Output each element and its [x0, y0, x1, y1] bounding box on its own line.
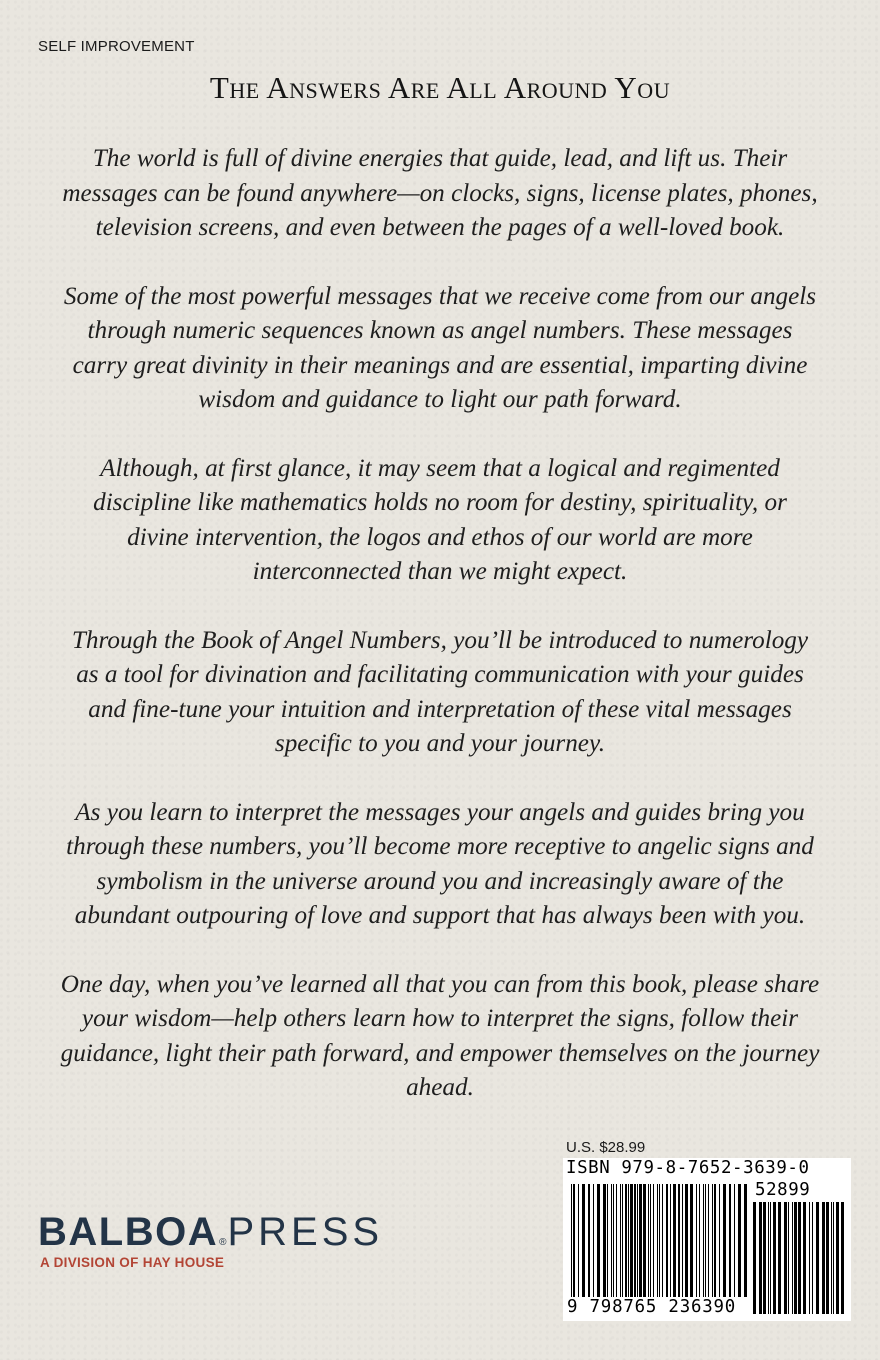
barcode-bar — [841, 1202, 844, 1314]
barcode-bar — [723, 1184, 726, 1310]
barcode-bar — [648, 1184, 649, 1310]
barcode-bar — [714, 1184, 716, 1310]
blurb-paragraph: Although, at first glance, it may seem that a logical and regimented discipline like mathematics holds no room for destiny, spirituality, or divine intervention, the logos and ethos of our world are more interconnected than we might expect. — [93, 454, 787, 585]
barcode-bar — [597, 1184, 600, 1310]
barcode-bar — [826, 1202, 829, 1314]
barcode-bar — [794, 1202, 797, 1314]
barcode-bar — [662, 1184, 663, 1310]
barcode-bar — [836, 1202, 839, 1314]
blurb — [60, 142, 820, 1140]
barcode-bar — [611, 1184, 612, 1310]
barcode-bar — [831, 1202, 832, 1314]
price-addon-bars — [753, 1202, 845, 1314]
barcode-bar — [822, 1202, 825, 1314]
barcode-bar — [588, 1184, 590, 1310]
category-label: SELF IMPROVEMENT — [38, 38, 195, 55]
barcode-bar — [703, 1184, 704, 1310]
barcode-bar — [678, 1184, 680, 1310]
barcode-bar — [763, 1202, 766, 1314]
barcode-bar — [759, 1202, 762, 1314]
barcode-bar — [659, 1184, 660, 1310]
barcode-bar — [628, 1184, 629, 1310]
barcode-bar — [685, 1184, 688, 1310]
barcode-bar — [699, 1184, 700, 1310]
barcode-bar — [639, 1184, 642, 1310]
barcode-number: 9 798765 236390 — [565, 1297, 747, 1317]
barcode-bar — [653, 1184, 654, 1310]
barcode-bar — [571, 1184, 572, 1310]
barcode-bar — [729, 1184, 731, 1310]
barcode-bar — [753, 1202, 756, 1314]
isbn-text: ISBN 979-8-7652-3639-0 — [566, 1158, 810, 1178]
price-label: U.S. $28.99 — [566, 1139, 646, 1156]
barcode-bar — [670, 1184, 671, 1310]
barcode-bar — [833, 1202, 834, 1314]
barcode-bar — [812, 1202, 813, 1314]
barcode-bar — [788, 1202, 789, 1314]
barcode-bar — [616, 1184, 617, 1310]
registered-mark: ® — [219, 1237, 227, 1248]
barcode-bar — [657, 1184, 658, 1310]
barcode-bar — [634, 1184, 636, 1310]
barcode-bar — [613, 1184, 614, 1310]
barcode-bar — [578, 1184, 579, 1310]
barcode-bar — [625, 1184, 627, 1310]
barcode-bar — [809, 1202, 810, 1314]
barcode-bar — [719, 1184, 720, 1310]
price-code: 52899 — [755, 1180, 811, 1200]
barcode-bar — [573, 1184, 575, 1310]
barcode-bar — [798, 1202, 801, 1314]
barcode-bar — [650, 1184, 651, 1310]
barcode-bar — [622, 1184, 623, 1310]
barcode-bar — [593, 1184, 594, 1310]
blurb-paragraph: Through the Book of Angel Numbers, you’ll be introduced to numerology as a tool for divination and facilitating communication with your guides and fine-tune your intuition and interpretation of these vital messages specific to you and your journey. — [71, 626, 809, 757]
blurb-paragraph: One day, when you’ve learned all that you can from this book, please share your wisdom—help others learn how to interpret the signs, follow their guidance, light their path forward, and empower themselves on the journey ahead. — [60, 970, 820, 1101]
blurb-paragraph: As you learn to interpret the messages your angels and guides bring you through these numbers, you’ll become more receptive to angelic signs and symbolism in the universe around you and increasingly aware of the abundant outpouring of love and support that has always been with you. — [66, 798, 814, 929]
logo-wordmark-light: PRESS — [227, 1210, 384, 1254]
logo-wordmark-bold: BALBOA — [38, 1210, 219, 1254]
barcode-bar — [705, 1184, 706, 1310]
barcode — [563, 1158, 851, 1321]
barcode-bar — [712, 1184, 713, 1310]
barcode-bar — [630, 1184, 633, 1310]
barcode-bar — [673, 1184, 676, 1310]
barcode-bar — [773, 1202, 776, 1314]
barcode-bar — [582, 1184, 585, 1310]
book-title: The Answers Are All Around You — [209, 70, 671, 105]
publisher-division: A DIVISION OF HAY HOUSE — [40, 1255, 225, 1270]
barcode-bar — [666, 1184, 668, 1310]
barcode-bar — [744, 1184, 747, 1310]
barcode-bar — [784, 1202, 787, 1314]
blurb-paragraph: Some of the most powerful messages that we receive come from our angels through numeric sequences known as angel numbers. These messages carry great divinity in their meanings and are essential, imparting divine wisdom and guidance to light our path forward. — [63, 282, 817, 413]
publisher-logo — [38, 1210, 383, 1255]
barcode-bar — [734, 1184, 735, 1310]
barcode-bar — [778, 1202, 781, 1314]
barcode-bar — [690, 1184, 693, 1310]
barcode-bar — [603, 1184, 606, 1310]
blurb-paragraph: The world is full of divine energies that guide, lead, and lift us. Their messages can be found anywhere—on clocks, signs, license plates, phones, television screens, and even between the pages of a well-loved book. — [62, 145, 818, 241]
barcode-bar — [792, 1202, 793, 1314]
barcode-bar — [620, 1184, 621, 1310]
barcode-bar — [803, 1202, 806, 1314]
barcode-bar — [768, 1202, 769, 1314]
barcode-bar — [696, 1184, 697, 1310]
barcode-bar — [637, 1184, 638, 1310]
barcode-bar — [607, 1184, 608, 1310]
barcode-bar — [816, 1202, 819, 1314]
barcode-bar — [770, 1202, 771, 1314]
ean-barcode-bars — [571, 1184, 749, 1310]
barcode-bar — [643, 1184, 646, 1310]
barcode-bar — [682, 1184, 683, 1310]
barcode-bar — [738, 1184, 741, 1310]
barcode-bar — [708, 1184, 709, 1310]
